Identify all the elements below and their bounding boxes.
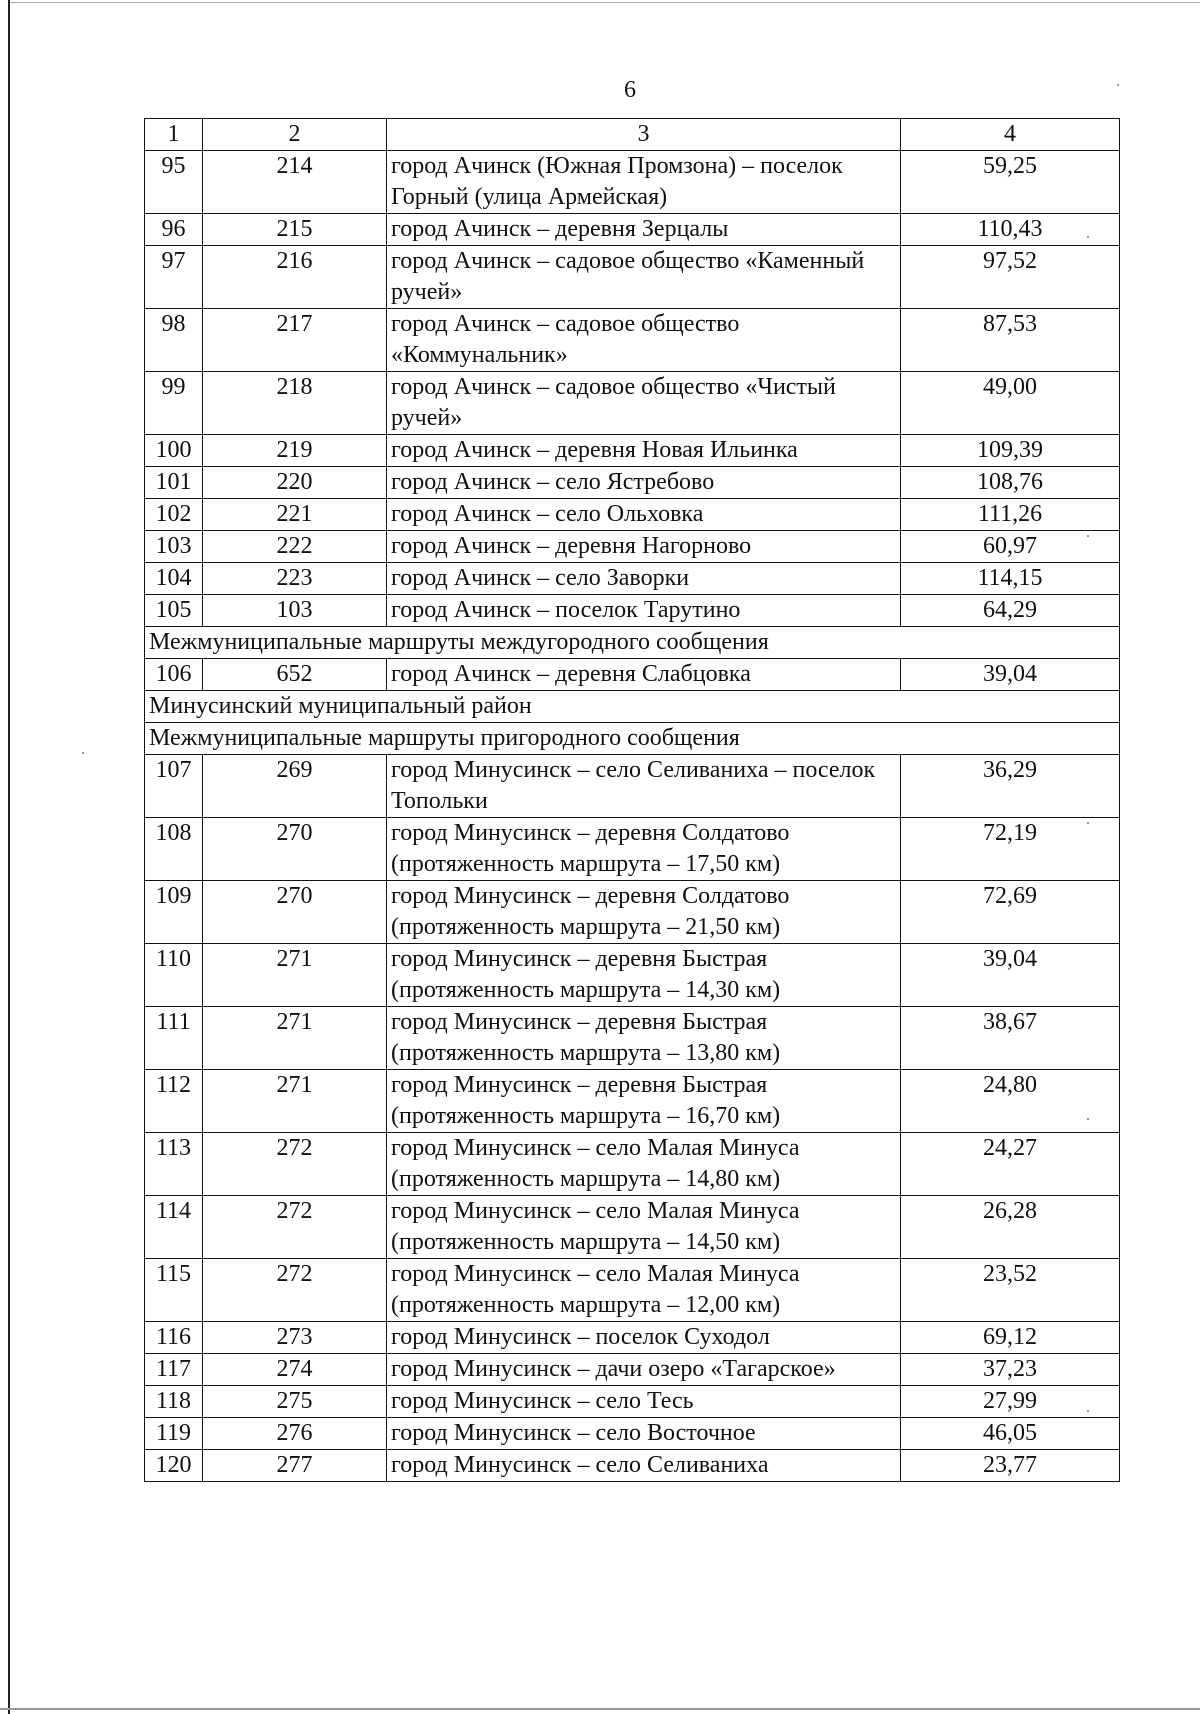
header-cell-3: 3 [387, 119, 901, 151]
section-row [145, 627, 1120, 659]
value-cell: 72,69 [901, 881, 1120, 944]
route-number-cell: 271 [203, 1007, 387, 1070]
value-cell: 26,28 [901, 1196, 1120, 1259]
table-row [145, 1259, 1120, 1322]
scan-speck [1117, 84, 1119, 86]
route-name-cell: город Ачинск – село Ястребово [387, 467, 901, 499]
route-name-cell: город Ачинск – деревня Нагорново [387, 531, 901, 563]
row-index-cell: 106 [145, 659, 203, 691]
route-number-cell: 270 [203, 881, 387, 944]
section-title: Межмуниципальные маршруты междугородного сообщения [145, 627, 1120, 659]
route-name-cell: город Ачинск – деревня Новая Ильинка [387, 435, 901, 467]
value-cell: 59,25 [901, 151, 1120, 214]
row-index-cell: 115 [145, 1259, 203, 1322]
value-cell: 46,05 [901, 1418, 1120, 1450]
table-row [145, 595, 1120, 627]
value-cell: 39,04 [901, 944, 1120, 1007]
row-index-cell: 99 [145, 372, 203, 435]
table-row [145, 1450, 1120, 1482]
scan-speck [1087, 535, 1089, 537]
row-index-cell: 110 [145, 944, 203, 1007]
value-cell: 23,52 [901, 1259, 1120, 1322]
route-number-cell: 274 [203, 1354, 387, 1386]
route-number-cell: 220 [203, 467, 387, 499]
section-title: Межмуниципальные маршруты пригородного сообщения [145, 723, 1120, 755]
row-index-cell: 109 [145, 881, 203, 944]
value-cell: 49,00 [901, 372, 1120, 435]
row-index-cell: 116 [145, 1322, 203, 1354]
scan-speck [1087, 822, 1089, 824]
row-index-cell: 105 [145, 595, 203, 627]
route-number-cell: 272 [203, 1196, 387, 1259]
row-index-cell: 111 [145, 1007, 203, 1070]
route-number-cell: 272 [203, 1133, 387, 1196]
row-index-cell: 101 [145, 467, 203, 499]
route-name-cell: город Ачинск – село Заворки [387, 563, 901, 595]
scan-left-edge [8, 0, 10, 1714]
route-number-cell: 276 [203, 1418, 387, 1450]
value-cell: 23,77 [901, 1450, 1120, 1482]
route-number-cell: 214 [203, 151, 387, 214]
route-name-cell: город Минусинск – деревня Быстрая (протяженность маршрута – 16,70 км) [387, 1070, 901, 1133]
value-cell: 24,80 [901, 1070, 1120, 1133]
route-name-cell: город Минусинск – село Селиваниха – поселок Топольки [387, 755, 901, 818]
row-index-cell: 113 [145, 1133, 203, 1196]
route-name-cell: город Минусинск – село Селиваниха [387, 1450, 901, 1482]
table-row [145, 563, 1120, 595]
route-name-cell: город Ачинск – садовое общество «Коммунальник» [387, 309, 901, 372]
route-name-cell: город Ачинск – деревня Слабцовка [387, 659, 901, 691]
value-cell: 37,23 [901, 1354, 1120, 1386]
route-number-cell: 652 [203, 659, 387, 691]
scan-speck [1087, 1410, 1089, 1412]
table-row [145, 435, 1120, 467]
route-name-cell: город Минусинск – село Восточное [387, 1418, 901, 1450]
value-cell: 109,39 [901, 435, 1120, 467]
table-row [145, 1322, 1120, 1354]
table-header-row [145, 119, 1120, 151]
value-cell: 111,26 [901, 499, 1120, 531]
value-cell: 27,99 [901, 1386, 1120, 1418]
header-cell-2: 2 [203, 119, 387, 151]
table-row [145, 1196, 1120, 1259]
row-index-cell: 95 [145, 151, 203, 214]
route-number-cell: 270 [203, 818, 387, 881]
route-name-cell: город Минусинск – деревня Солдатово (протяженность маршрута – 21,50 км) [387, 881, 901, 944]
row-index-cell: 97 [145, 246, 203, 309]
table-row [145, 214, 1120, 246]
table-row [145, 467, 1120, 499]
route-name-cell: город Минусинск – село Тесь [387, 1386, 901, 1418]
value-cell: 87,53 [901, 309, 1120, 372]
row-index-cell: 96 [145, 214, 203, 246]
route-number-cell: 271 [203, 944, 387, 1007]
value-cell: 24,27 [901, 1133, 1120, 1196]
route-number-cell: 273 [203, 1322, 387, 1354]
route-number-cell: 269 [203, 755, 387, 818]
scan-bottom-edge [0, 1708, 1200, 1710]
route-number-cell: 219 [203, 435, 387, 467]
row-index-cell: 120 [145, 1450, 203, 1482]
table-row [145, 944, 1120, 1007]
route-number-cell: 275 [203, 1386, 387, 1418]
table-row [145, 1386, 1120, 1418]
row-index-cell: 102 [145, 499, 203, 531]
table-row [145, 151, 1120, 214]
route-number-cell: 221 [203, 499, 387, 531]
table-row [145, 818, 1120, 881]
route-number-cell: 218 [203, 372, 387, 435]
row-index-cell: 119 [145, 1418, 203, 1450]
value-cell: 39,04 [901, 659, 1120, 691]
value-cell: 114,15 [901, 563, 1120, 595]
route-number-cell: 217 [203, 309, 387, 372]
routes-table [144, 118, 1120, 1482]
scan-top-edge [10, 2, 1200, 3]
row-index-cell: 114 [145, 1196, 203, 1259]
value-cell: 97,52 [901, 246, 1120, 309]
value-cell: 60,97 [901, 531, 1120, 563]
table-row [145, 1418, 1120, 1450]
route-name-cell: город Ачинск – садовое общество «Чистый ручей» [387, 372, 901, 435]
value-cell: 36,29 [901, 755, 1120, 818]
scan-speck [1087, 1118, 1089, 1120]
route-number-cell: 222 [203, 531, 387, 563]
route-number-cell: 216 [203, 246, 387, 309]
value-cell: 38,67 [901, 1007, 1120, 1070]
row-index-cell: 118 [145, 1386, 203, 1418]
route-name-cell: город Минусинск – поселок Суходол [387, 1322, 901, 1354]
route-name-cell: город Минусинск – село Малая Минуса (протяженность маршрута – 14,50 км) [387, 1196, 901, 1259]
table-row [145, 1070, 1120, 1133]
section-title: Минусинский муниципальный район [145, 691, 1120, 723]
value-cell: 110,43 [901, 214, 1120, 246]
table-row [145, 1354, 1120, 1386]
route-name-cell: город Ачинск – деревня Зерцалы [387, 214, 901, 246]
route-number-cell: 103 [203, 595, 387, 627]
row-index-cell: 107 [145, 755, 203, 818]
route-name-cell: город Минусинск – деревня Быстрая (протяженность маршрута – 14,30 км) [387, 944, 901, 1007]
table-row [145, 372, 1120, 435]
value-cell: 108,76 [901, 467, 1120, 499]
table-row [145, 881, 1120, 944]
scan-speck [82, 752, 84, 754]
route-name-cell: город Ачинск – село Ольховка [387, 499, 901, 531]
route-name-cell: город Ачинск – поселок Тарутино [387, 595, 901, 627]
table-row [145, 246, 1120, 309]
route-name-cell: город Минусинск – деревня Быстрая (протяженность маршрута – 13,80 км) [387, 1007, 901, 1070]
table-row [145, 1133, 1120, 1196]
route-number-cell: 215 [203, 214, 387, 246]
value-cell: 72,19 [901, 818, 1120, 881]
route-name-cell: город Минусинск – село Малая Минуса (протяженность маршрута – 14,80 км) [387, 1133, 901, 1196]
row-index-cell: 117 [145, 1354, 203, 1386]
route-number-cell: 272 [203, 1259, 387, 1322]
table-row [145, 659, 1120, 691]
table-row [145, 309, 1120, 372]
table-row [145, 531, 1120, 563]
row-index-cell: 104 [145, 563, 203, 595]
row-index-cell: 112 [145, 1070, 203, 1133]
route-name-cell: город Минусинск – дачи озеро «Тагарское» [387, 1354, 901, 1386]
routes-table-body [145, 119, 1120, 1482]
row-index-cell: 103 [145, 531, 203, 563]
route-name-cell: город Минусинск – деревня Солдатово (протяженность маршрута – 17,50 км) [387, 818, 901, 881]
header-cell-1: 1 [145, 119, 203, 151]
header-cell-4: 4 [901, 119, 1120, 151]
row-index-cell: 108 [145, 818, 203, 881]
table-row [145, 499, 1120, 531]
row-index-cell: 98 [145, 309, 203, 372]
route-number-cell: 271 [203, 1070, 387, 1133]
route-name-cell: город Минусинск – село Малая Минуса (протяженность маршрута – 12,00 км) [387, 1259, 901, 1322]
table-row [145, 1007, 1120, 1070]
value-cell: 69,12 [901, 1322, 1120, 1354]
value-cell: 64,29 [901, 595, 1120, 627]
section-row [145, 723, 1120, 755]
scan-speck [1087, 236, 1089, 238]
route-number-cell: 223 [203, 563, 387, 595]
page-number: 6 [624, 77, 636, 103]
row-index-cell: 100 [145, 435, 203, 467]
route-number-cell: 277 [203, 1450, 387, 1482]
route-name-cell: город Ачинск – садовое общество «Каменный ручей» [387, 246, 901, 309]
route-name-cell: город Ачинск (Южная Промзона) – поселок Горный (улица Армейская) [387, 151, 901, 214]
table-row [145, 755, 1120, 818]
section-row [145, 691, 1120, 723]
